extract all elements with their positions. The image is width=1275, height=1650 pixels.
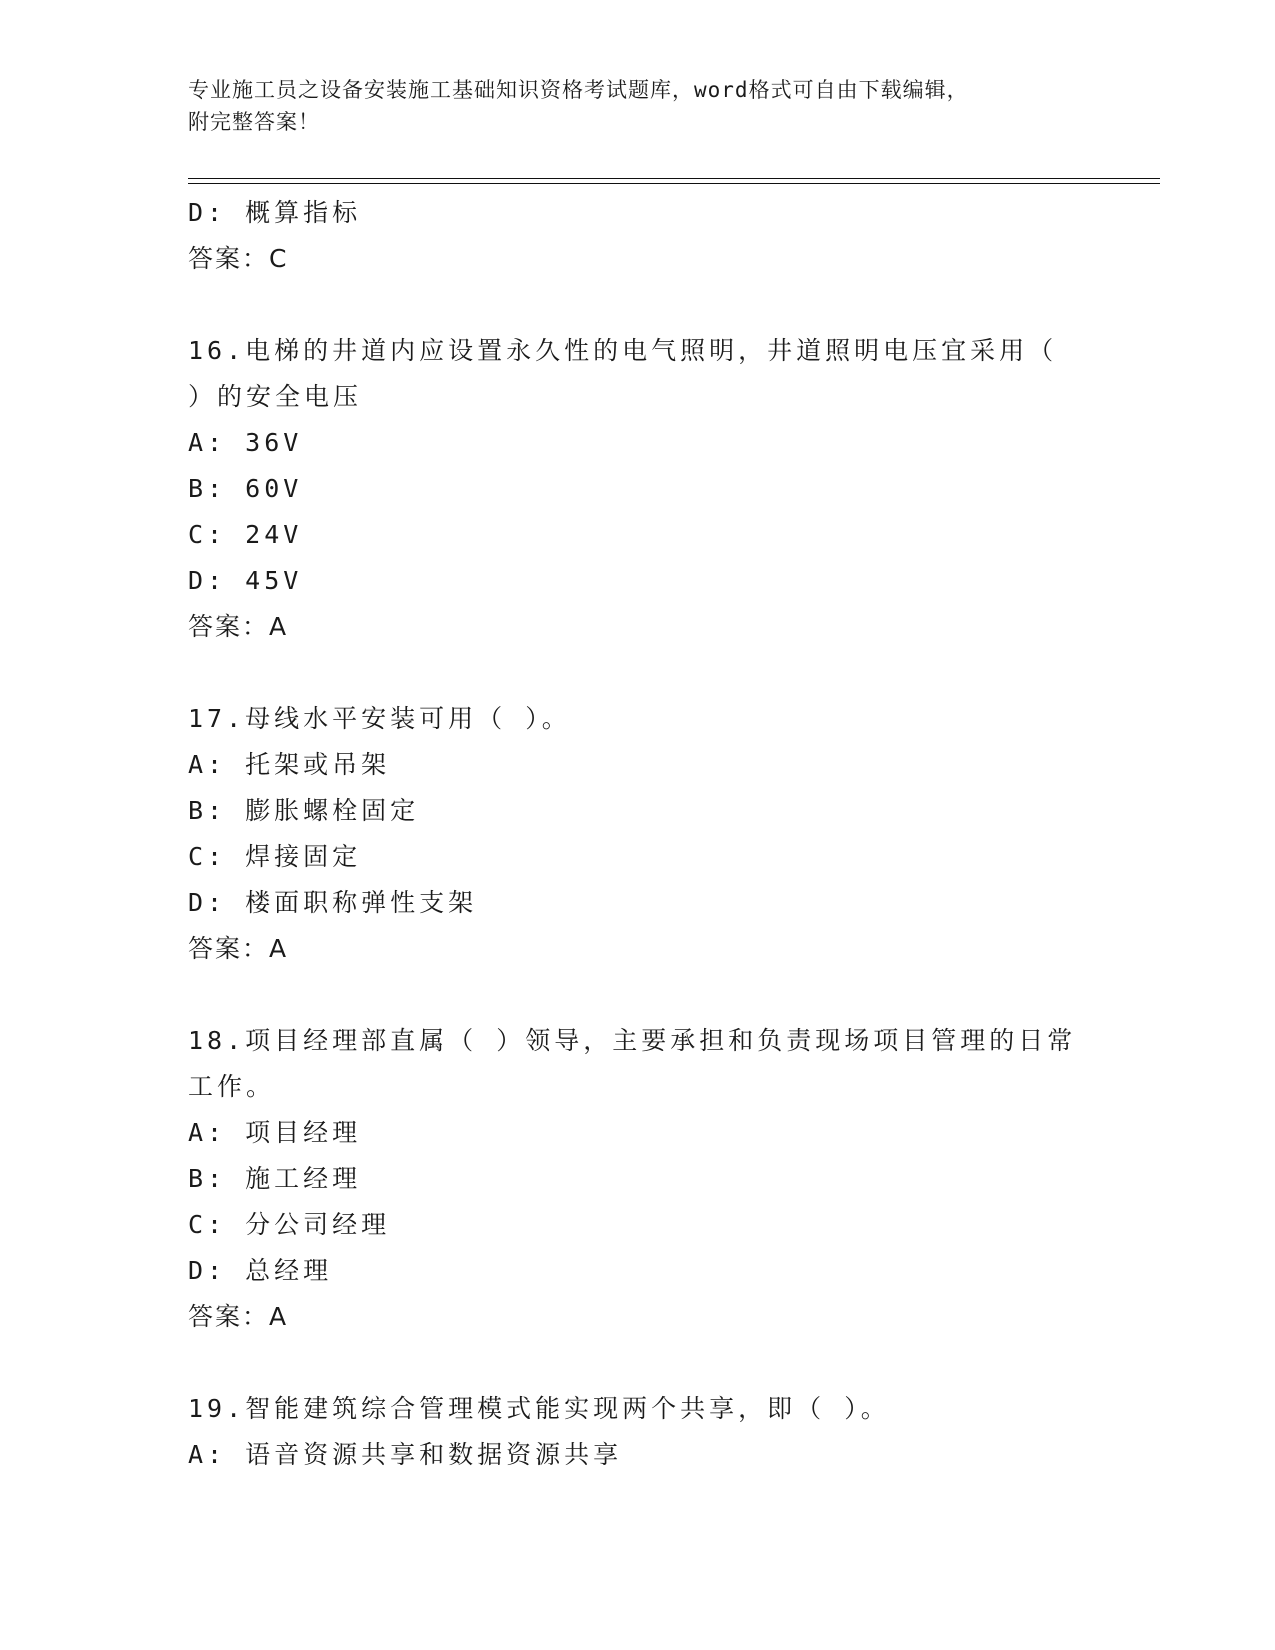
previous-question-tail bbox=[188, 190, 1068, 282]
answer-line: 答案：C bbox=[188, 244, 289, 273]
question-stem: 17.母线水平安装可用（ ）。 bbox=[188, 704, 571, 733]
spacer bbox=[188, 972, 1068, 1018]
option-a: A: 语音资源共享和数据资源共享 bbox=[188, 1440, 623, 1469]
option-b: B: 膨胀螺栓固定 bbox=[188, 796, 420, 825]
spacer bbox=[188, 650, 1068, 696]
header-line-2: 附完整答案！ bbox=[188, 110, 320, 134]
header-divider-bottom bbox=[188, 183, 1160, 184]
header-line-1: 专业施工员之设备安装施工基础知识资格考试题库，word格式可自由下载编辑， bbox=[188, 78, 969, 102]
header-divider-top bbox=[188, 178, 1160, 179]
spacer bbox=[188, 282, 1068, 328]
option-c: C: 分公司经理 bbox=[188, 1210, 391, 1239]
option-d: D: 概算指标 bbox=[188, 198, 362, 227]
question-stem: 19.智能建筑综合管理模式能实现两个共享，即（ ）。 bbox=[188, 1394, 890, 1423]
answer-line: 答案：A bbox=[188, 612, 289, 641]
option-a: A: 托架或吊架 bbox=[188, 750, 391, 779]
option-d: D: 总经理 bbox=[188, 1256, 333, 1285]
option-a: A: 36V bbox=[188, 428, 303, 457]
option-a: A: 项目经理 bbox=[188, 1118, 362, 1147]
option-d: D: 楼面职称弹性支架 bbox=[188, 888, 478, 917]
option-b: B: 60V bbox=[188, 474, 303, 503]
question-stem-continued: ）的安全电压 bbox=[188, 382, 363, 411]
option-c: C: 24V bbox=[188, 520, 303, 549]
option-c: C: 焊接固定 bbox=[188, 842, 362, 871]
option-d: D: 45V bbox=[188, 566, 303, 595]
spacer bbox=[188, 1340, 1068, 1386]
question-stem: 16.电梯的井道内应设置永久性的电气照明，井道照明电压宜采用（ bbox=[188, 336, 1058, 365]
question-17 bbox=[188, 696, 1068, 972]
document-header bbox=[188, 74, 1088, 138]
answer-line: 答案：A bbox=[188, 934, 289, 963]
question-18 bbox=[188, 1018, 1077, 1340]
question-19 bbox=[188, 1386, 1068, 1478]
answer-line: 答案：A bbox=[188, 1302, 289, 1331]
question-16 bbox=[188, 328, 1068, 650]
question-stem: 18.项目经理部直属（ ）领导，主要承担和负责现场项目管理的日常 bbox=[188, 1026, 1077, 1055]
question-list bbox=[188, 190, 1077, 1478]
option-b: B: 施工经理 bbox=[188, 1164, 362, 1193]
question-stem-continued: 工作。 bbox=[188, 1072, 276, 1101]
